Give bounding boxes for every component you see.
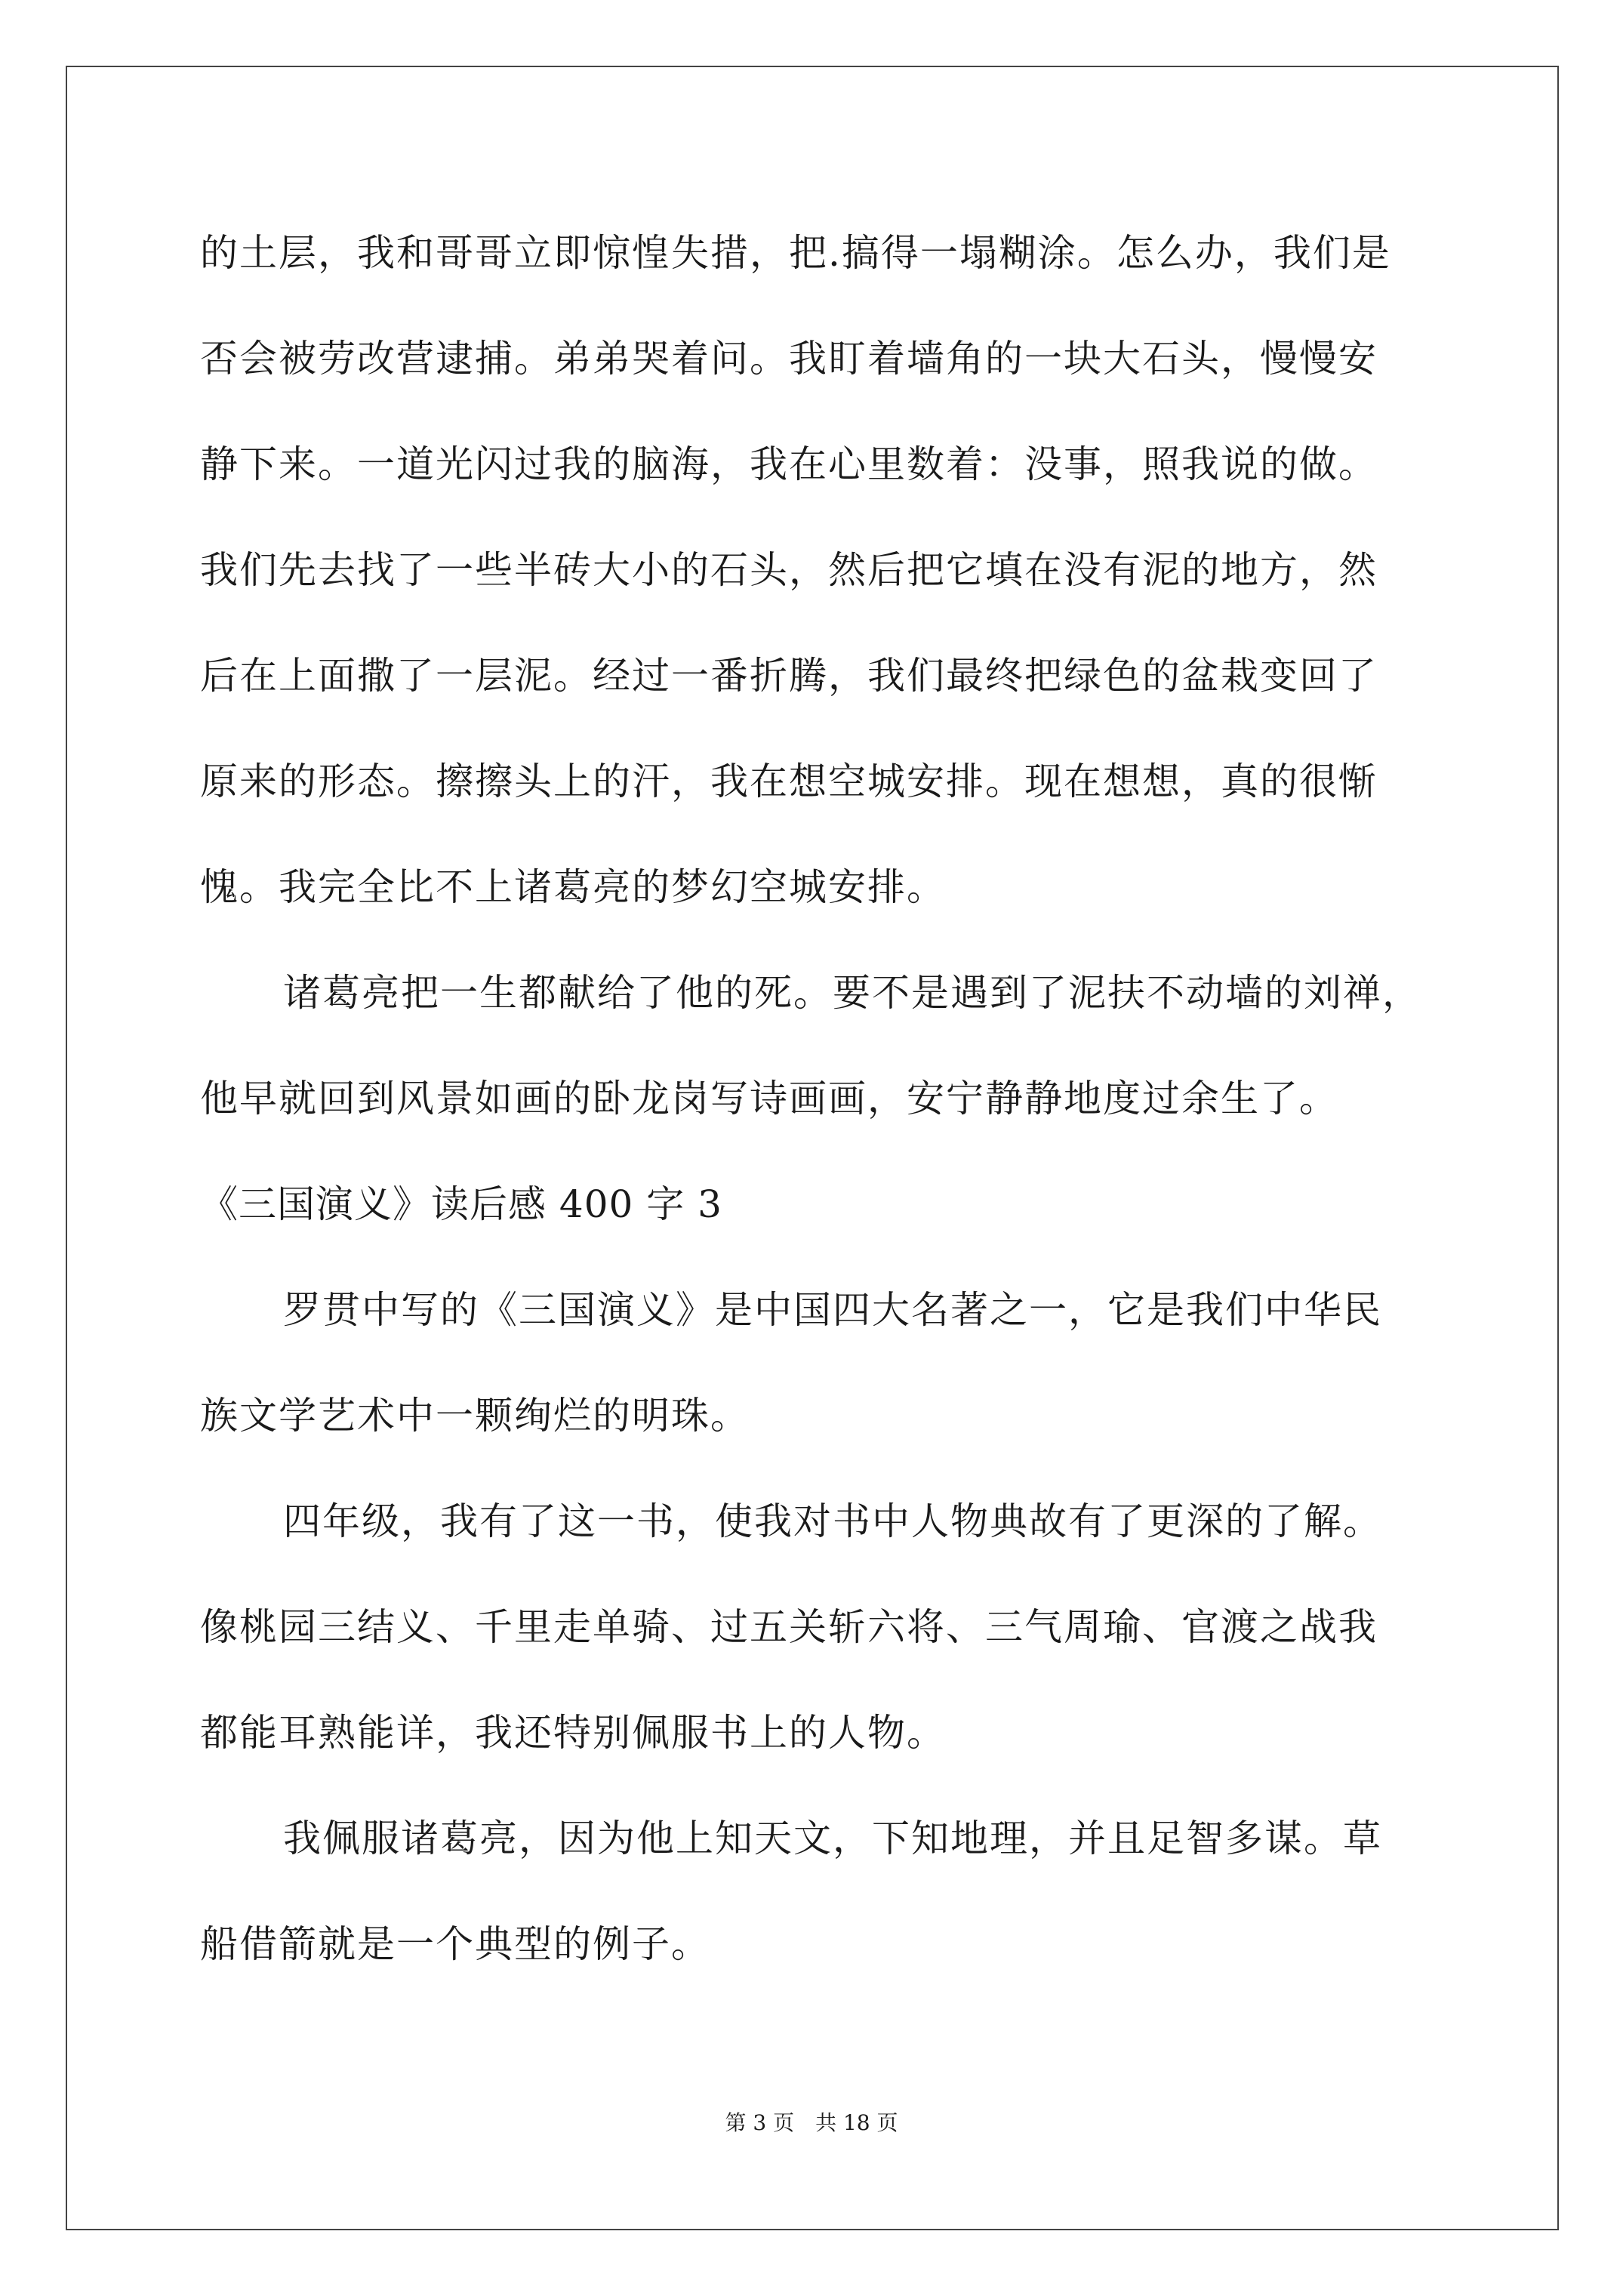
section-heading: 《三国演义》读后感 400 字 3 — [200, 1182, 722, 1226]
body-line: 的土层，我和哥哥立即惊惶失措，把.搞得一塌糊涂。怎么办，我们是 — [200, 231, 1391, 275]
body-line: 后在上面撒了一层泥。经过一番折腾，我们最终把绿色的盆栽变回了 — [200, 654, 1378, 698]
page-border — [66, 66, 1559, 2230]
body-line: 船借箭就是一个典型的例子。 — [200, 1922, 710, 1966]
body-line: 静下来。一道光闪过我的脑海，我在心里数着：没事，照我说的做。 — [200, 442, 1378, 486]
paragraph-first-line: 四年级，我有了这一书，使我对书中人物典故有了更深的了解。 — [283, 1499, 1382, 1543]
paragraph-first-line: 我佩服诸葛亮，因为他上知天文，下知地理，并且足智多谋。草 — [283, 1817, 1382, 1860]
body-line: 像桃园三结义、千里走单骑、过五关斩六将、三气周瑜、官渡之战我 — [200, 1605, 1378, 1649]
body-line: 否会被劳改营逮捕。弟弟哭着问。我盯着墙角的一块大石头，慢慢安 — [200, 337, 1378, 381]
body-line: 他早就回到风景如画的卧龙岗写诗画画，安宁静静地度过余生了。 — [200, 1077, 1338, 1120]
body-line: 我们先去找了一些半砖大小的石头，然后把它填在没有泥的地方，然 — [200, 548, 1378, 592]
paragraph-first-line: 罗贯中写的《三国演义》是中国四大名著之一，它是我们中华民 — [283, 1288, 1382, 1332]
page-number-footer: 第 3 页 共 18 页 — [725, 2110, 898, 2135]
body-line: 原来的形态。擦擦头上的汗，我在想空城安排。现在想想，真的很惭 — [200, 760, 1378, 803]
paragraph-first-line: 诸葛亮把一生都献给了他的死。要不是遇到了泥扶不动墙的刘禅， — [283, 971, 1421, 1015]
body-line: 愧。我完全比不上诸葛亮的梦幻空城安排。 — [200, 865, 946, 909]
body-line: 族文学艺术中一颗绚烂的明珠。 — [200, 1394, 750, 1438]
body-line: 都能耳熟能详，我还特别佩服书上的人物。 — [200, 1711, 946, 1755]
